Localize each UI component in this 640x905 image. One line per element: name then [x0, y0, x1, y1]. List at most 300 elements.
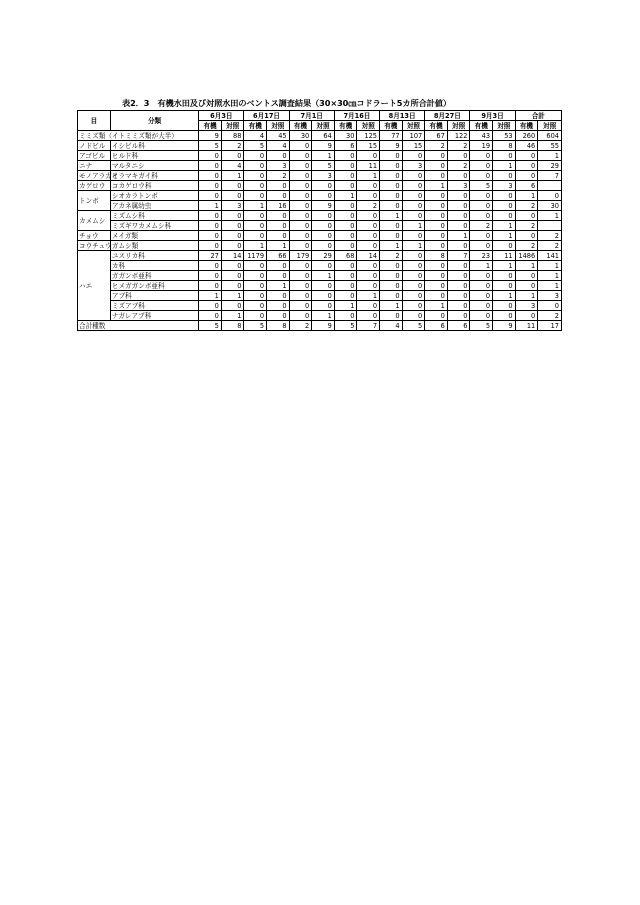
- value-cell: 5: [199, 141, 222, 151]
- value-cell: 53: [493, 131, 516, 141]
- value-cell: 3: [267, 161, 290, 171]
- value-cell: 1: [493, 161, 516, 171]
- value-cell: 0: [493, 301, 516, 311]
- value-cell: 0: [470, 301, 493, 311]
- header-organic: 有機: [380, 121, 403, 131]
- value-cell: 0: [334, 261, 357, 271]
- value-cell: 1: [470, 261, 493, 271]
- value-cell: 0: [334, 231, 357, 241]
- value-cell: 0: [447, 261, 470, 271]
- table-row: [78, 151, 562, 161]
- value-cell: 0: [312, 191, 335, 201]
- value-cell: 0: [402, 151, 425, 161]
- value-cell: 8: [221, 321, 244, 331]
- value-cell: 64: [312, 131, 335, 141]
- value-cell: 0: [357, 221, 380, 231]
- value-cell: 0: [493, 151, 516, 161]
- value-cell: 1: [538, 151, 562, 161]
- value-cell: 0: [380, 231, 403, 241]
- table-row: [78, 161, 562, 171]
- value-cell: 2: [447, 141, 470, 151]
- value-cell: 15: [402, 141, 425, 151]
- value-cell: 6: [425, 321, 448, 331]
- value-cell: 0: [312, 221, 335, 231]
- taxon-cell: コカゲロウ科: [110, 181, 198, 191]
- value-cell: 0: [289, 171, 312, 181]
- value-cell: 0: [470, 231, 493, 241]
- table-row: [78, 251, 562, 261]
- value-cell: 0: [515, 151, 538, 161]
- value-cell: 0: [334, 291, 357, 301]
- value-cell: 0: [267, 271, 290, 281]
- value-cell: 0: [334, 201, 357, 211]
- value-cell: 0: [334, 281, 357, 291]
- value-cell: 5: [199, 321, 222, 331]
- value-cell: 11: [493, 251, 516, 261]
- value-cell: 19: [470, 141, 493, 151]
- value-cell: 0: [380, 311, 403, 321]
- taxon-cell: メイガ類: [110, 231, 198, 241]
- value-cell: 0: [289, 161, 312, 171]
- value-cell: 5: [334, 321, 357, 331]
- header-control: 対照: [267, 121, 290, 131]
- value-cell: 0: [244, 211, 267, 221]
- value-cell: 0: [244, 231, 267, 241]
- value-cell: 1: [380, 211, 403, 221]
- value-cell: 2: [515, 241, 538, 251]
- value-cell: 5: [312, 161, 335, 171]
- value-cell: 0: [334, 221, 357, 231]
- value-cell: 0: [402, 281, 425, 291]
- value-cell: 1: [493, 231, 516, 241]
- value-cell: 2: [357, 201, 380, 211]
- value-cell: 0: [447, 301, 470, 311]
- value-cell: 0: [357, 271, 380, 281]
- value-cell: 0: [357, 241, 380, 251]
- value-cell: 2: [380, 251, 403, 261]
- value-cell: 0: [425, 221, 448, 231]
- header-organic: 有機: [470, 121, 493, 131]
- value-cell: 66: [267, 251, 290, 261]
- value-cell: 3: [221, 201, 244, 211]
- value-cell: 0: [357, 311, 380, 321]
- value-cell: 0: [380, 271, 403, 281]
- value-cell: 30: [289, 131, 312, 141]
- value-cell: 0: [289, 311, 312, 321]
- header-control: 対照: [357, 121, 380, 131]
- value-cell: 1: [538, 281, 562, 291]
- header-classification: 分類: [110, 111, 198, 131]
- value-cell: 0: [470, 201, 493, 211]
- value-cell: 2: [538, 311, 562, 321]
- value-cell: 0: [334, 171, 357, 181]
- header-date: 6月17日: [244, 111, 289, 121]
- header-organic: 有機: [289, 121, 312, 131]
- value-cell: 0: [289, 151, 312, 161]
- value-cell: 0: [312, 241, 335, 251]
- value-cell: 1: [357, 291, 380, 301]
- value-cell: 0: [380, 221, 403, 231]
- value-cell: 1: [312, 271, 335, 281]
- value-cell: 0: [515, 311, 538, 321]
- value-cell: 0: [470, 291, 493, 301]
- order-cell: コウチュウ: [79, 241, 112, 250]
- value-cell: 0: [425, 241, 448, 251]
- value-cell: 1: [402, 221, 425, 231]
- value-cell: 2: [221, 141, 244, 151]
- taxon-cell: ミズアブ科: [110, 301, 198, 311]
- value-cell: 0: [447, 171, 470, 181]
- value-cell: 0: [515, 281, 538, 291]
- benthos-table: [77, 110, 562, 331]
- value-cell: 0: [221, 211, 244, 221]
- taxon-cell: シオカラトンボ: [110, 191, 198, 201]
- value-cell: 1: [267, 281, 290, 291]
- value-cell: 3: [312, 171, 335, 181]
- value-cell: 0: [493, 271, 516, 281]
- value-cell: 0: [470, 281, 493, 291]
- value-cell: 604: [538, 131, 562, 141]
- value-cell: 0: [425, 191, 448, 201]
- value-cell: 0: [380, 291, 403, 301]
- value-cell: 0: [289, 281, 312, 291]
- table-row: [78, 141, 562, 151]
- value-cell: 15: [357, 141, 380, 151]
- value-cell: 0: [289, 261, 312, 271]
- value-cell: 7: [357, 321, 380, 331]
- value-cell: 0: [199, 151, 222, 161]
- header-control: 対照: [312, 121, 335, 131]
- value-cell: 0: [493, 281, 516, 291]
- order-cell: カメムシ: [78, 211, 111, 231]
- value-cell: 0: [402, 251, 425, 261]
- value-cell: 1: [538, 261, 562, 271]
- value-cell: 1: [447, 231, 470, 241]
- value-cell: 9: [493, 321, 516, 331]
- value-cell: 43: [470, 131, 493, 141]
- value-cell: 0: [425, 231, 448, 241]
- value-cell: 0: [402, 271, 425, 281]
- value-cell: 0: [267, 231, 290, 241]
- table-row: [78, 181, 562, 191]
- value-cell: 0: [470, 311, 493, 321]
- value-cell: 1: [515, 261, 538, 271]
- taxon-cell: ヒラマキガイ科: [110, 171, 198, 181]
- table-row: [78, 221, 562, 231]
- value-cell: 0: [221, 181, 244, 191]
- value-cell: 4: [380, 321, 403, 331]
- value-cell: 27: [199, 251, 222, 261]
- value-cell: 9: [312, 141, 335, 151]
- value-cell: 0: [267, 311, 290, 321]
- value-cell: 0: [267, 291, 290, 301]
- value-cell: 2: [515, 221, 538, 231]
- value-cell: 0: [267, 261, 290, 271]
- value-cell: 0: [334, 151, 357, 161]
- taxon-cell: アブ科: [110, 291, 198, 301]
- value-cell: 0: [380, 181, 403, 191]
- taxon-cell: ヒメガガンボ亜科: [110, 281, 198, 291]
- header-control: 対照: [402, 121, 425, 131]
- value-cell: 0: [267, 191, 290, 201]
- value-cell: 3: [515, 301, 538, 311]
- table-row: [78, 271, 562, 281]
- taxon-cell: アカネ属幼虫: [110, 201, 198, 211]
- value-cell: 0: [267, 151, 290, 161]
- header-organic: 有機: [515, 121, 538, 131]
- value-cell: 8: [493, 141, 516, 151]
- table-title: 表2．3 有機水田及び対照水田のベントス調査結果（30×30㎝コドラート5カ所合計値）: [122, 98, 451, 108]
- value-cell: 0: [244, 151, 267, 161]
- table-row: [78, 311, 562, 321]
- value-cell: 0: [244, 311, 267, 321]
- value-cell: 0: [515, 171, 538, 181]
- value-cell: 0: [447, 201, 470, 211]
- table-row: [78, 291, 562, 301]
- value-cell: 46: [515, 141, 538, 151]
- header-control: 対照: [538, 121, 562, 131]
- header-organic: 有機: [199, 121, 222, 131]
- table-row: [78, 231, 562, 241]
- taxon-cell: ミズギワカメムシ科: [110, 221, 198, 231]
- value-cell: 0: [334, 211, 357, 221]
- header-organic: 有機: [244, 121, 267, 131]
- value-cell: 0: [425, 291, 448, 301]
- value-cell: 0: [244, 191, 267, 201]
- value-cell: 45: [267, 131, 290, 141]
- value-cell: 0: [402, 191, 425, 201]
- value-cell: 0: [221, 191, 244, 201]
- value-cell: 29: [312, 251, 335, 261]
- value-cell: 0: [425, 281, 448, 291]
- value-cell: 0: [380, 261, 403, 271]
- header-control: 対照: [493, 121, 516, 131]
- taxon-cell: ガムシ類: [110, 241, 198, 251]
- value-cell: 0: [221, 241, 244, 251]
- value-cell: 1: [515, 291, 538, 301]
- header-date: 8月13日: [380, 111, 425, 121]
- value-cell: 2: [515, 201, 538, 211]
- value-cell: 0: [267, 301, 290, 311]
- value-cell: 9: [199, 131, 222, 141]
- order-cell: モノアラガイ: [79, 171, 119, 180]
- order-cell: ノドビル: [78, 141, 111, 151]
- value-cell: 30: [538, 201, 562, 211]
- value-cell: 2: [538, 231, 562, 241]
- value-cell: 0: [244, 261, 267, 271]
- value-cell: 0: [199, 181, 222, 191]
- table-row: [78, 321, 562, 331]
- value-cell: 0: [538, 191, 562, 201]
- value-cell: 0: [289, 301, 312, 311]
- table-row: [78, 191, 562, 201]
- value-cell: 0: [199, 281, 222, 291]
- value-cell: 125: [357, 131, 380, 141]
- value-cell: 9: [312, 201, 335, 211]
- value-cell: 0: [244, 181, 267, 191]
- value-cell: 6: [447, 321, 470, 331]
- value-cell: 0: [267, 211, 290, 221]
- value-cell: 0: [470, 211, 493, 221]
- value-cell: 0: [221, 281, 244, 291]
- value-cell: 3: [493, 181, 516, 191]
- value-cell: 0: [244, 281, 267, 291]
- value-cell: 0: [312, 181, 335, 191]
- header-organic: 有機: [334, 121, 357, 131]
- value-cell: 1: [334, 301, 357, 311]
- value-cell: 29: [538, 161, 562, 171]
- value-cell: 1: [221, 311, 244, 321]
- value-cell: 5: [244, 321, 267, 331]
- value-cell: 0: [380, 171, 403, 181]
- value-cell: 1: [312, 151, 335, 161]
- value-cell: 0: [221, 151, 244, 161]
- value-cell: 1: [267, 241, 290, 251]
- value-cell: 0: [289, 181, 312, 191]
- value-cell: [538, 221, 562, 231]
- table-row: [78, 241, 562, 251]
- value-cell: 5: [402, 321, 425, 331]
- value-cell: 0: [334, 161, 357, 171]
- value-cell: 0: [267, 181, 290, 191]
- value-cell: 107: [402, 131, 425, 141]
- value-cell: 1: [221, 291, 244, 301]
- taxon-cell: イシビル科: [110, 141, 198, 151]
- header-date: 9月3日: [470, 111, 515, 121]
- value-cell: 7: [447, 251, 470, 261]
- value-cell: 0: [515, 161, 538, 171]
- header-date: 6月3日: [199, 111, 244, 121]
- value-cell: 1: [380, 301, 403, 311]
- value-cell: 179: [289, 251, 312, 261]
- value-cell: 0: [515, 231, 538, 241]
- value-cell: 0: [199, 191, 222, 201]
- value-cell: 0: [312, 291, 335, 301]
- value-cell: 2: [267, 171, 290, 181]
- table-row: [78, 211, 562, 221]
- value-cell: 0: [199, 311, 222, 321]
- value-cell: 2: [447, 161, 470, 171]
- value-cell: 0: [221, 231, 244, 241]
- value-cell: 1: [244, 241, 267, 251]
- value-cell: 0: [402, 301, 425, 311]
- order-cell: カゲロウ: [78, 181, 111, 191]
- value-cell: 0: [447, 291, 470, 301]
- value-cell: 0: [470, 161, 493, 171]
- value-cell: 0: [244, 161, 267, 171]
- value-cell: [538, 181, 562, 191]
- table-row: [78, 131, 562, 141]
- value-cell: 0: [357, 231, 380, 241]
- value-cell: 0: [447, 311, 470, 321]
- value-cell: 0: [538, 301, 562, 311]
- value-cell: 1: [515, 191, 538, 201]
- value-cell: 77: [380, 131, 403, 141]
- value-cell: 1: [493, 221, 516, 231]
- value-cell: 0: [312, 231, 335, 241]
- value-cell: 0: [447, 151, 470, 161]
- value-cell: 6: [334, 141, 357, 151]
- header-control: 対照: [447, 121, 470, 131]
- value-cell: 2: [538, 241, 562, 251]
- value-cell: 0: [402, 231, 425, 241]
- value-cell: 0: [199, 301, 222, 311]
- value-cell: 4: [244, 131, 267, 141]
- value-cell: 1: [244, 201, 267, 211]
- header-date: 8月27日: [425, 111, 470, 121]
- value-cell: 0: [199, 211, 222, 221]
- value-cell: 0: [425, 171, 448, 181]
- value-cell: 14: [357, 251, 380, 261]
- value-cell: 0: [425, 311, 448, 321]
- order-cell: アゴビル: [78, 151, 111, 161]
- value-cell: 0: [470, 271, 493, 281]
- value-cell: 0: [199, 261, 222, 271]
- value-cell: 0: [425, 261, 448, 271]
- value-cell: 0: [357, 261, 380, 271]
- value-cell: 0: [447, 191, 470, 201]
- value-cell: 88: [221, 131, 244, 141]
- value-cell: 0: [289, 291, 312, 301]
- value-cell: 1: [199, 291, 222, 301]
- value-cell: 0: [402, 171, 425, 181]
- value-cell: 0: [425, 151, 448, 161]
- value-cell: 0: [244, 301, 267, 311]
- value-cell: 17: [538, 321, 562, 331]
- value-cell: 1: [221, 171, 244, 181]
- value-cell: 2: [470, 221, 493, 231]
- value-cell: 1: [380, 241, 403, 251]
- value-cell: 0: [402, 261, 425, 271]
- value-cell: 0: [221, 261, 244, 271]
- value-cell: 14: [221, 251, 244, 261]
- value-cell: 1: [493, 261, 516, 271]
- value-cell: 0: [447, 271, 470, 281]
- value-cell: 0: [402, 201, 425, 211]
- value-cell: 0: [470, 151, 493, 161]
- value-cell: 0: [380, 191, 403, 201]
- value-cell: 11: [357, 161, 380, 171]
- taxon-cell: ナガレアブ科: [110, 311, 198, 321]
- value-cell: 1: [538, 271, 562, 281]
- value-cell: 11: [515, 321, 538, 331]
- taxon-cell: カ科: [110, 261, 198, 271]
- value-cell: 0: [357, 211, 380, 221]
- value-cell: 0: [199, 171, 222, 181]
- table-row: [78, 201, 562, 211]
- value-cell: 0: [289, 141, 312, 151]
- value-cell: 0: [199, 241, 222, 251]
- total-label: 合計種数: [78, 321, 199, 331]
- value-cell: 0: [493, 211, 516, 221]
- value-cell: 8: [425, 251, 448, 261]
- value-cell: 0: [289, 211, 312, 221]
- value-cell: 0: [289, 241, 312, 251]
- table-row: [78, 281, 562, 291]
- value-cell: 0: [199, 231, 222, 241]
- value-cell: 1: [312, 311, 335, 321]
- value-cell: 3: [538, 291, 562, 301]
- value-cell: 1: [425, 301, 448, 311]
- value-cell: 0: [312, 211, 335, 221]
- value-cell: 0: [244, 221, 267, 231]
- value-cell: 0: [493, 201, 516, 211]
- value-cell: 2: [289, 321, 312, 331]
- value-cell: 141: [538, 251, 562, 261]
- value-cell: 122: [447, 131, 470, 141]
- value-cell: 0: [447, 211, 470, 221]
- table-row: [78, 171, 562, 181]
